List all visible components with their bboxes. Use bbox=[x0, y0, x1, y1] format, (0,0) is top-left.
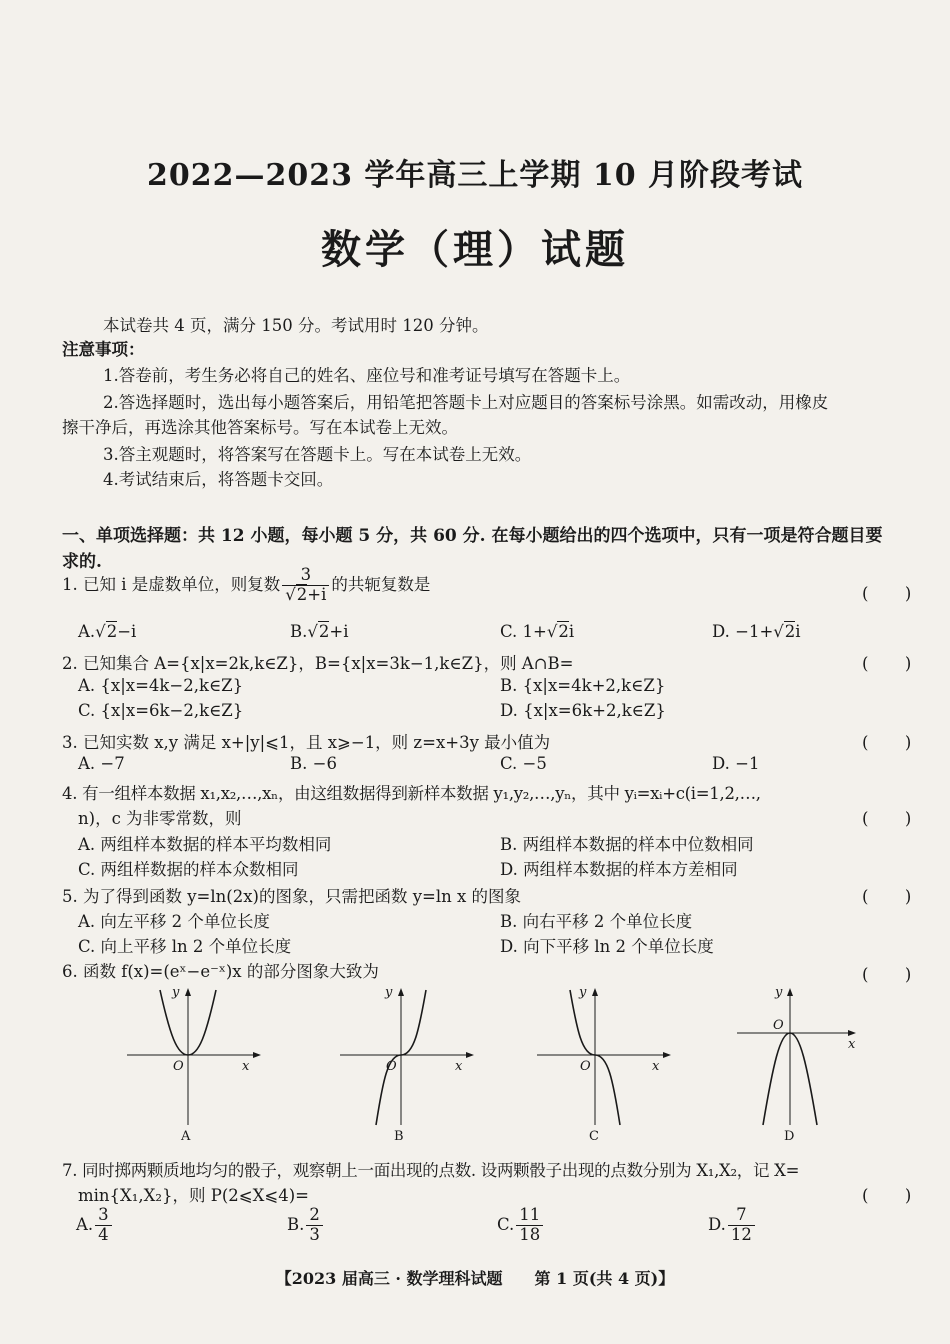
question-5-option-d: D. 向下平移 ln 2 个单位长度 bbox=[500, 937, 714, 956]
answer-bracket: ( ) bbox=[862, 1186, 922, 1205]
graph-option-c bbox=[535, 985, 675, 1144]
graph-label-a: A bbox=[181, 1129, 191, 1144]
exam-title: 2022—2023 学年高三上学期 10 月阶段考试 bbox=[146, 158, 804, 193]
question-4-option-d: D. 两组样本数据的样本方差相同 bbox=[500, 860, 738, 879]
question-5-option-b: B. 向右平移 2 个单位长度 bbox=[500, 912, 693, 931]
question-3-stem: 3. 已知实数 x,y 满足 x+|y|⩽1，且 x⩾−1，则 z=x+3y 最小值为 bbox=[62, 733, 551, 752]
axis-x-label: x bbox=[848, 1037, 856, 1052]
question-5-option-c: C. 向上平移 ln 2 个单位长度 bbox=[78, 937, 292, 956]
question-4-stem-cont: n)，c 为非零常数，则 bbox=[78, 809, 242, 828]
question-1-fraction: $\frac{3}{√2+i}$ bbox=[282, 566, 329, 605]
question-2-option-b: B. {x|x=4k+2,k∈Z} bbox=[500, 676, 666, 695]
graph-option-b bbox=[338, 985, 478, 1144]
question-2-option-a: A. {x|x=4k−2,k∈Z} bbox=[78, 676, 244, 695]
question-7-stem: 7. 同时掷两颗质地均匀的骰子，观察朝上一面出现的点数. 设两颗骰子出现的点数分别为 X₁,X₂，记 X= bbox=[62, 1161, 800, 1180]
axis-x-label: x bbox=[652, 1059, 660, 1074]
section-heading-cont: 求的. bbox=[62, 552, 102, 572]
graph-label-b: B bbox=[394, 1129, 404, 1144]
graph-option-a bbox=[125, 985, 265, 1144]
graph-label-c: C bbox=[589, 1129, 599, 1144]
question-4-stem: 4. 有一组样本数据 x₁,x₂,…,xₙ，由这组数据得到新样本数据 y₁,y₂,…,yₙ，其中 yᵢ=xᵢ+c(i=1,2,…, bbox=[62, 784, 761, 803]
question-1-option-c: C. 1+√2i bbox=[500, 622, 575, 641]
axis-y-label: y bbox=[579, 985, 587, 1000]
section-heading: 一、单项选择题：共 12 小题，每小题 5 分，共 60 分. 在每小题给出的四个选项中，只有一项是符合题目要 bbox=[62, 526, 883, 546]
graph-label-d: D bbox=[784, 1129, 795, 1144]
origin-label: O bbox=[580, 1059, 591, 1074]
intro-text: 本试卷共 4 页，满分 150 分。考试用时 120 分钟。 bbox=[103, 316, 489, 335]
question-2-option-d: D. {x|x=6k+2,k∈Z} bbox=[500, 701, 666, 720]
graph-option-d bbox=[735, 985, 875, 1144]
answer-bracket: ( ) bbox=[862, 733, 922, 752]
origin-label: O bbox=[386, 1059, 397, 1074]
question-4-option-a: A. 两组样本数据的样本平均数相同 bbox=[78, 835, 332, 854]
page-footer: 【2023 届高三 · 数学理科试题 第 1 页(共 4 页)】 bbox=[275, 1269, 675, 1288]
question-7-option-a: A. $\frac{3}{4}$ bbox=[76, 1206, 114, 1245]
axis-x-label: x bbox=[242, 1059, 250, 1074]
question-1-option-d: D. −1+√2i bbox=[712, 622, 801, 641]
question-2-stem: 2. 已知集合 A={x|x=2k,k∈Z}，B={x|x=3k−1,k∈Z}，则 A∩B= bbox=[62, 654, 574, 673]
origin-label: O bbox=[773, 1018, 784, 1033]
answer-bracket: ( ) bbox=[862, 809, 922, 828]
question-7-option-c: C. $\frac{11}{18}$ bbox=[497, 1206, 545, 1245]
question-4-option-c: C. 两组样数据的样本众数相同 bbox=[78, 860, 299, 879]
notice-item-1: 1.答卷前，考生务必将自己的姓名、座位号和准考证号填写在答题卡上。 bbox=[103, 366, 631, 385]
answer-bracket: ( ) bbox=[862, 965, 922, 984]
question-3-option-d: D. −1 bbox=[712, 754, 760, 773]
notice-item-2-cont: 擦干净后，再选涂其他答案标号。写在本试卷上无效。 bbox=[62, 418, 458, 437]
question-7-option-d: D. $\frac{7}{12}$ bbox=[708, 1206, 757, 1245]
axis-y-label: y bbox=[172, 985, 180, 1000]
question-5-stem: 5. 为了得到函数 y=ln(2x)的图象，只需把函数 y=ln x 的图象 bbox=[62, 887, 522, 906]
answer-bracket: ( ) bbox=[862, 887, 922, 906]
question-3-option-b: B. −6 bbox=[290, 754, 337, 773]
notice-heading: 注意事项： bbox=[62, 340, 145, 359]
axis-y-label: y bbox=[385, 985, 393, 1000]
question-4-option-b: B. 两组样本数据的样本中位数相同 bbox=[500, 835, 754, 854]
notice-item-4: 4.考试结束后，将答题卡交回。 bbox=[103, 470, 334, 489]
origin-label: O bbox=[173, 1059, 184, 1074]
question-1-option-a: A.√2−i bbox=[78, 622, 137, 641]
notice-item-3: 3.答主观题时，将答案写在答题卡上。写在本试卷上无效。 bbox=[103, 445, 532, 464]
question-1-stem: 1. 已知 i 是虚数单位，则复数 $\frac{3}{√2+i}$ 的共轭复数是 bbox=[62, 565, 431, 604]
answer-bracket: ( ) bbox=[862, 654, 922, 673]
question-1-option-b: B.√2+i bbox=[290, 622, 349, 641]
question-7-option-b: B. $\frac{2}{3}$ bbox=[287, 1206, 325, 1245]
axis-x-label: x bbox=[455, 1059, 463, 1074]
question-3-option-a: A. −7 bbox=[78, 754, 125, 773]
question-3-option-c: C. −5 bbox=[500, 754, 547, 773]
exam-subtitle: 数学（理）试题 bbox=[321, 226, 629, 273]
axis-y-label: y bbox=[775, 985, 783, 1000]
question-6-stem: 6. 函数 f(x)=(eˣ−e⁻ˣ)x 的部分图象大致为 bbox=[62, 962, 379, 981]
notice-item-2: 2.答选择题时，选出每小题答案后，用铅笔把答题卡上对应题目的答案标号涂黑。如需改动，用橡皮 bbox=[103, 393, 829, 412]
question-5-option-a: A. 向左平移 2 个单位长度 bbox=[78, 912, 270, 931]
question-2-option-c: C. {x|x=6k−2,k∈Z} bbox=[78, 701, 244, 720]
question-7-stem-cont: min{X₁,X₂}，则 P(2⩽X⩽4)= bbox=[78, 1186, 309, 1205]
answer-bracket: ( ) bbox=[862, 584, 922, 603]
